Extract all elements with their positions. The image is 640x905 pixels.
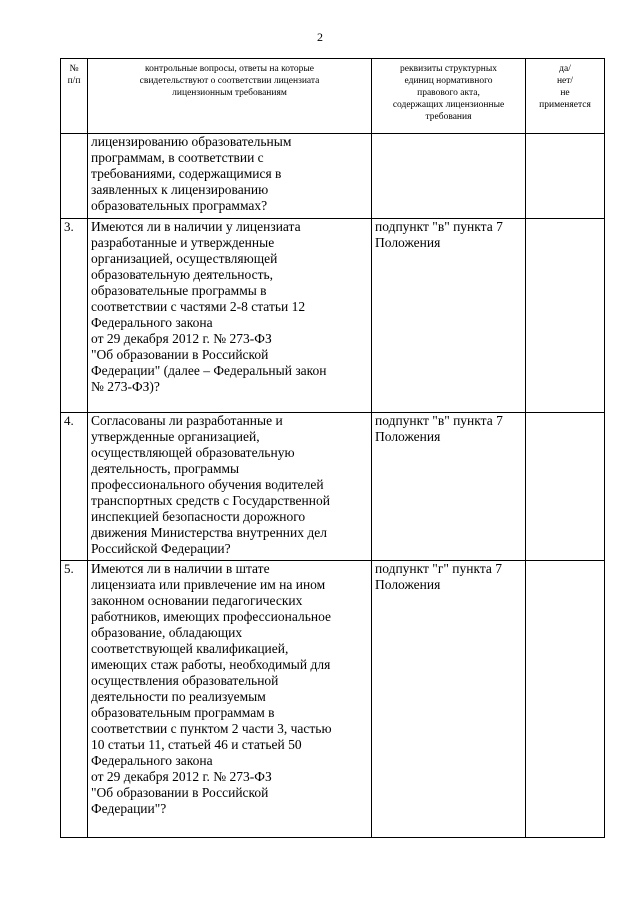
table-row <box>61 219 605 413</box>
row-question: Имеются ли в наличии у лицензиата разработанные и утвержденные организацией, осуществляющей образовательную деятельность, образовательные программы в соответствии с частями 2-8 статьи 12 Федерального закона от 29 декабря 2012 г. № 273-ФЗ "Об образовании в Российской Федерации" (далее – Федеральный закон № 273-ФЗ)? <box>88 219 372 413</box>
row-number: 5. <box>61 561 88 838</box>
table-row <box>61 134 605 219</box>
row-number <box>61 134 88 219</box>
header-question: контрольные вопросы, ответы на которые свидетельствуют о соответствии лицензиата лицензионным требованиям <box>88 59 372 134</box>
header-requisites: реквизиты структурных единиц нормативного правового акта, содержащих лицензионные требования <box>372 59 526 134</box>
row-question: Имеются ли в наличии в штате лицензиата или привлечение им на ином законном основании педагогических работников, имеющих профессиональное образование, обладающих соответствующей квалификацией, имеющих стаж работы, необходимый для осуществления образовательной деятельности по реализуемым образовательным программам в соответствии с пунктом 2 части 3, частью 10 статьи 11, статьей 46 и статьей 50 Федерального закона от 29 декабря 2012 г. № 273-ФЗ "Об образовании в Российской Федерации"? <box>88 561 372 838</box>
header-number: № п/п <box>61 59 88 134</box>
page-number: 2 <box>317 30 323 44</box>
row-answer <box>526 219 605 413</box>
checklist-table <box>60 58 605 838</box>
table-row <box>61 413 605 561</box>
row-answer <box>526 561 605 838</box>
header-answer: да/ нет/ не применяется <box>526 59 605 134</box>
row-requisites: подпункт "г" пункта 7 Положения <box>372 561 526 838</box>
table-header-row <box>61 59 605 134</box>
row-question: Согласованы ли разработанные и утвержденные организацией, осуществляющей образовательную деятельность, программы профессионального обучения водителей транспортных средств с Государственной инспекцией безопасности дорожного движения Министерства внутренних дел Российской Федерации? <box>88 413 372 561</box>
row-requisites: подпункт "в" пункта 7 Положения <box>372 219 526 413</box>
row-number: 3. <box>61 219 88 413</box>
row-answer <box>526 134 605 219</box>
row-number: 4. <box>61 413 88 561</box>
table-row <box>61 561 605 838</box>
row-requisites <box>372 134 526 219</box>
row-requisites: подпункт "в" пункта 7 Положения <box>372 413 526 561</box>
row-question: лицензированию образовательным программам, в соответствии с требованиями, содержащимися в заявленных к лицензированию образовательных программах? <box>88 134 372 219</box>
row-answer <box>526 413 605 561</box>
